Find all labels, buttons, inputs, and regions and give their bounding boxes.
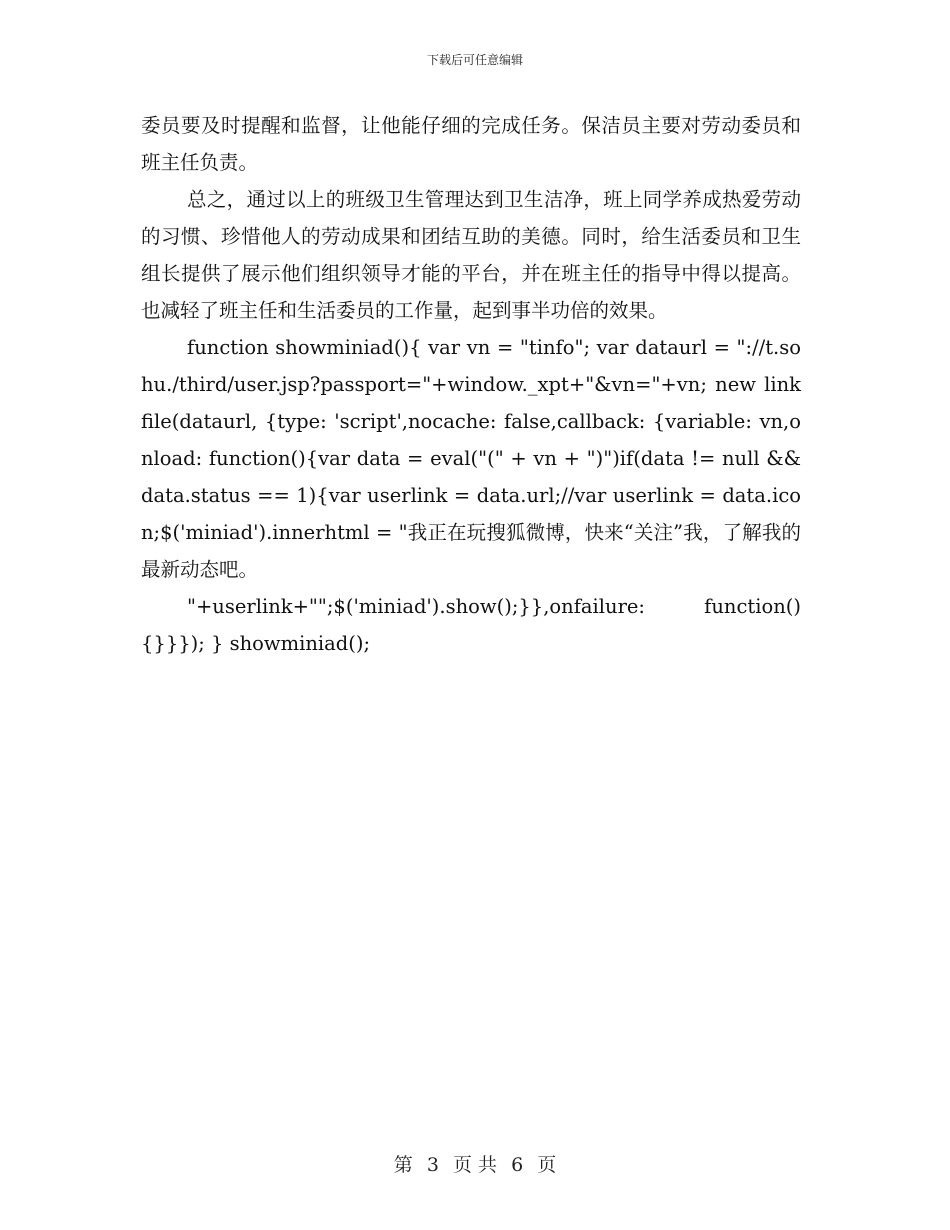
footer-middle: 页 共 xyxy=(452,1154,498,1176)
footer-total-pages: 6 xyxy=(511,1154,524,1176)
document-body xyxy=(141,107,801,662)
page-footer xyxy=(0,1153,950,1177)
paragraph-summary: 总之，通过以上的班级卫生管理达到卫生洁净，班上同学养成热爱劳动的习惯、珍惜他人的劳动成果和团结互助的美德。同时，给生活委员和卫生组长提供了展示他们组织领导才能的平台，并在班主任的指导中得以提高。也减轻了班主任和生活委员的工作量，起到事半功倍的效果。 xyxy=(141,188,801,322)
footer-prefix: 第 xyxy=(393,1154,413,1176)
footer-page-number: 3 xyxy=(426,1154,439,1176)
paragraph-code-snippet-end: "+userlink+"";$('miniad').show();}},onfailure: function(){}}}); } showminiad(); xyxy=(141,595,801,655)
page-header: 下载后可任意编辑 xyxy=(426,53,523,67)
footer-suffix: 页 xyxy=(537,1154,557,1176)
paragraph-code-snippet: function showminiad(){ var vn = "tinfo"; var dataurl = "://t.sohu./third/user.jsp?passport="+window._xpt+"&vn="+vn; new linkfile(dataurl, {type: 'script',nocache: false,callback: {variable: vn,onload: function(){var data = eval("(" + vn + ")")if(data != null && data.status == 1){var userlink = data.url;//var userlink = data.icon;$('miniad').innerhtml = "我正在玩搜狐微博，快来“关注”我，了解我的最新动态吧。 xyxy=(141,336,801,581)
paragraph-continuation: 委员要及时提醒和监督，让他能仔细的完成任务。保洁员主要对劳动委员和班主任负责。 xyxy=(141,114,801,174)
